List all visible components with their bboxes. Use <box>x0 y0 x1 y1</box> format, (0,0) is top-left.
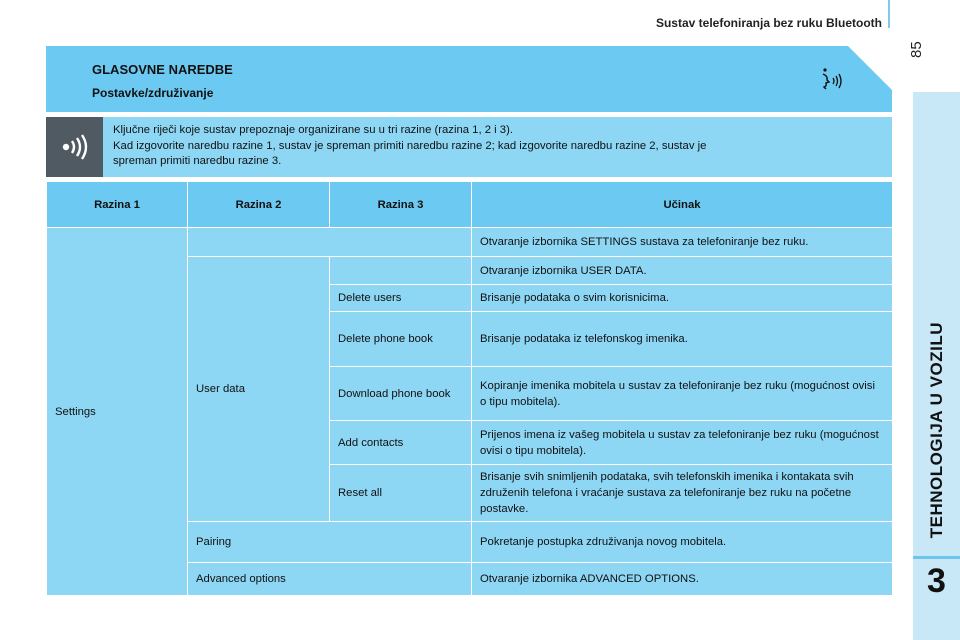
effect-cell: Otvaranje izbornika ADVANCED OPTIONS. <box>472 563 893 596</box>
empty-cell <box>330 257 472 285</box>
running-header: Sustav telefoniranja bez ruku Bluetooth <box>655 16 882 30</box>
effect-cell: Pokretanje postupka združivanja novog mobitela. <box>472 522 893 563</box>
effect-cell: Otvaranje izbornika USER DATA. <box>472 257 893 285</box>
section-title: GLASOVNE NAREDBE <box>92 62 233 77</box>
chapter-title-text: TEHNOLOGIJA U VOZILU <box>926 321 946 539</box>
level3-command: Delete phone book <box>330 312 472 367</box>
info-text <box>113 123 883 170</box>
voice-command-icon <box>816 66 846 92</box>
section-subtitle: Postavke/združivanje <box>92 86 214 100</box>
level3-command: Delete users <box>330 285 472 312</box>
table-header-row <box>47 182 893 228</box>
effect-cell: Brisanje svih snimljenih podataka, svih telefonskih imenika i kontakata svih združenih telefona i vraćanje sustava za telefoniranje bez ruku na početne postavke. <box>472 465 893 522</box>
page-number: 85 <box>908 41 925 59</box>
level3-command: Download phone book <box>330 367 472 421</box>
level2-user-data: User data <box>188 257 330 522</box>
table-row <box>47 228 893 257</box>
chapter-number: 3 <box>927 562 946 600</box>
effect-cell: Kopiranje imenika mobitela u sustav za telefoniranje bez ruku (mogućnost ovisi o tipu mobitela). <box>472 367 893 421</box>
level1-settings: Settings <box>47 228 188 596</box>
level3-command: Add contacts <box>330 421 472 465</box>
column-header-level1: Razina 1 <box>47 182 188 228</box>
column-header-level2: Razina 2 <box>188 182 330 228</box>
chapter-title <box>913 310 960 550</box>
level2-pairing: Pairing <box>188 522 472 563</box>
info-icon-box <box>46 117 103 177</box>
info-line: spreman primiti naredbu razine 3. <box>113 155 282 167</box>
info-line: Kad izgovorite naredbu razine 1, sustav je spreman primiti naredbu razine 2; kad izgovorite naredbu razine 2, sustav je <box>113 139 707 152</box>
info-line: Ključne riječi koje sustav prepoznaje organizirane su u tri razine (razina 1, 2 i 3). <box>113 124 513 136</box>
sound-waves-icon <box>57 132 93 162</box>
column-header-effect: Učinak <box>472 182 893 228</box>
header-rule <box>888 0 890 28</box>
effect-cell: Brisanje podataka o svim korisnicima. <box>472 285 893 312</box>
empty-cell <box>188 228 472 257</box>
column-header-level3: Razina 3 <box>330 182 472 228</box>
chapter-tab-divider <box>913 556 960 559</box>
section-banner <box>46 46 892 112</box>
level2-advanced-options: Advanced options <box>188 563 472 596</box>
level3-command: Reset all <box>330 465 472 522</box>
voice-command-table <box>46 181 893 596</box>
effect-cell: Prijenos imena iz vašeg mobitela u sustav za telefoniranje bez ruku (mogućnost ovisi o tipu mobitela). <box>472 421 893 465</box>
effect-cell: Otvaranje izbornika SETTINGS sustava za telefoniranje bez ruku. <box>472 228 893 257</box>
effect-cell: Brisanje podataka iz telefonskog imenika. <box>472 312 893 367</box>
